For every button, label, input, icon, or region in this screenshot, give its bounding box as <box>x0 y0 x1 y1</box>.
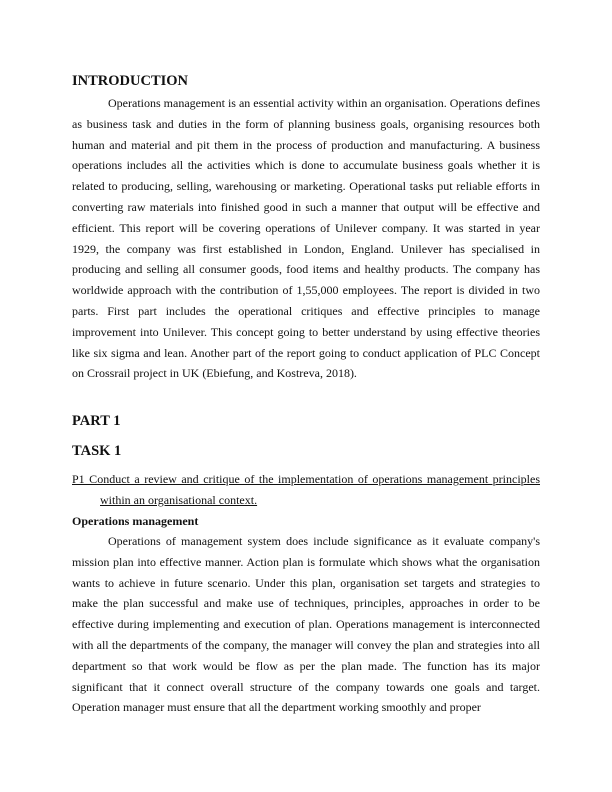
operations-management-paragraph: Operations of management system does include significance as it evaluate company's mission plan into effective manner. Action plan is formulate which shows what the organisation wants to achieve in future scenario. Under this plan, organisation set targets and strategies to make the plan successful and make use of techniques, principles, approaches in order to be effective during implementing and execution of plan. Operations management is interconnected with all the departments of the company, the manager will convey the plan and strategies into all department so that work would be flow as per the plan made. The function has its major significant that it connect overall structure of the company towards one goals and target. Operation manager must ensure that all the department working smoothly and proper <box>72 534 540 715</box>
operations-management-heading: Operations management <box>72 514 199 528</box>
introduction-heading: INTRODUCTION <box>72 73 189 89</box>
introduction-paragraph: Operations management is an essential activity within an organisation. Operations defines as business task and duties in the form of planning business goals, organising resources both human and material and pit them in the process of production and manufacturing. A business operations includes all the activities which is done to accumulate business goals whether it is related to producing, selling, warehousing or marketing. Operational tasks put reliable efforts in converting raw materials into finished good in such a manner that output will be effective and efficient. This report will be covering operations of Unilever company. It was started in year 1929, the company was first established in London, England. Unilever has specialised in producing and selling all consumer goods, food items and healthy products. The company has worldwide approach with the contribution of 1,55,000 employees. The report is divided in two parts. First part includes the operational critiques and effective principles to manage improvement into Unilever. This concept going to better understand by using effective theories like six sigma and lean. Another part of the report going to conduct application of PLC Concept on Crossrail project in UK (Ebiefung, and Kostreva, 2018). <box>72 96 540 381</box>
task-title: P1 Conduct a review and critique of the implementation of operations management principles within an organisational context. <box>72 472 540 507</box>
part-heading: PART 1 <box>72 413 121 429</box>
task-heading: TASK 1 <box>72 443 122 459</box>
